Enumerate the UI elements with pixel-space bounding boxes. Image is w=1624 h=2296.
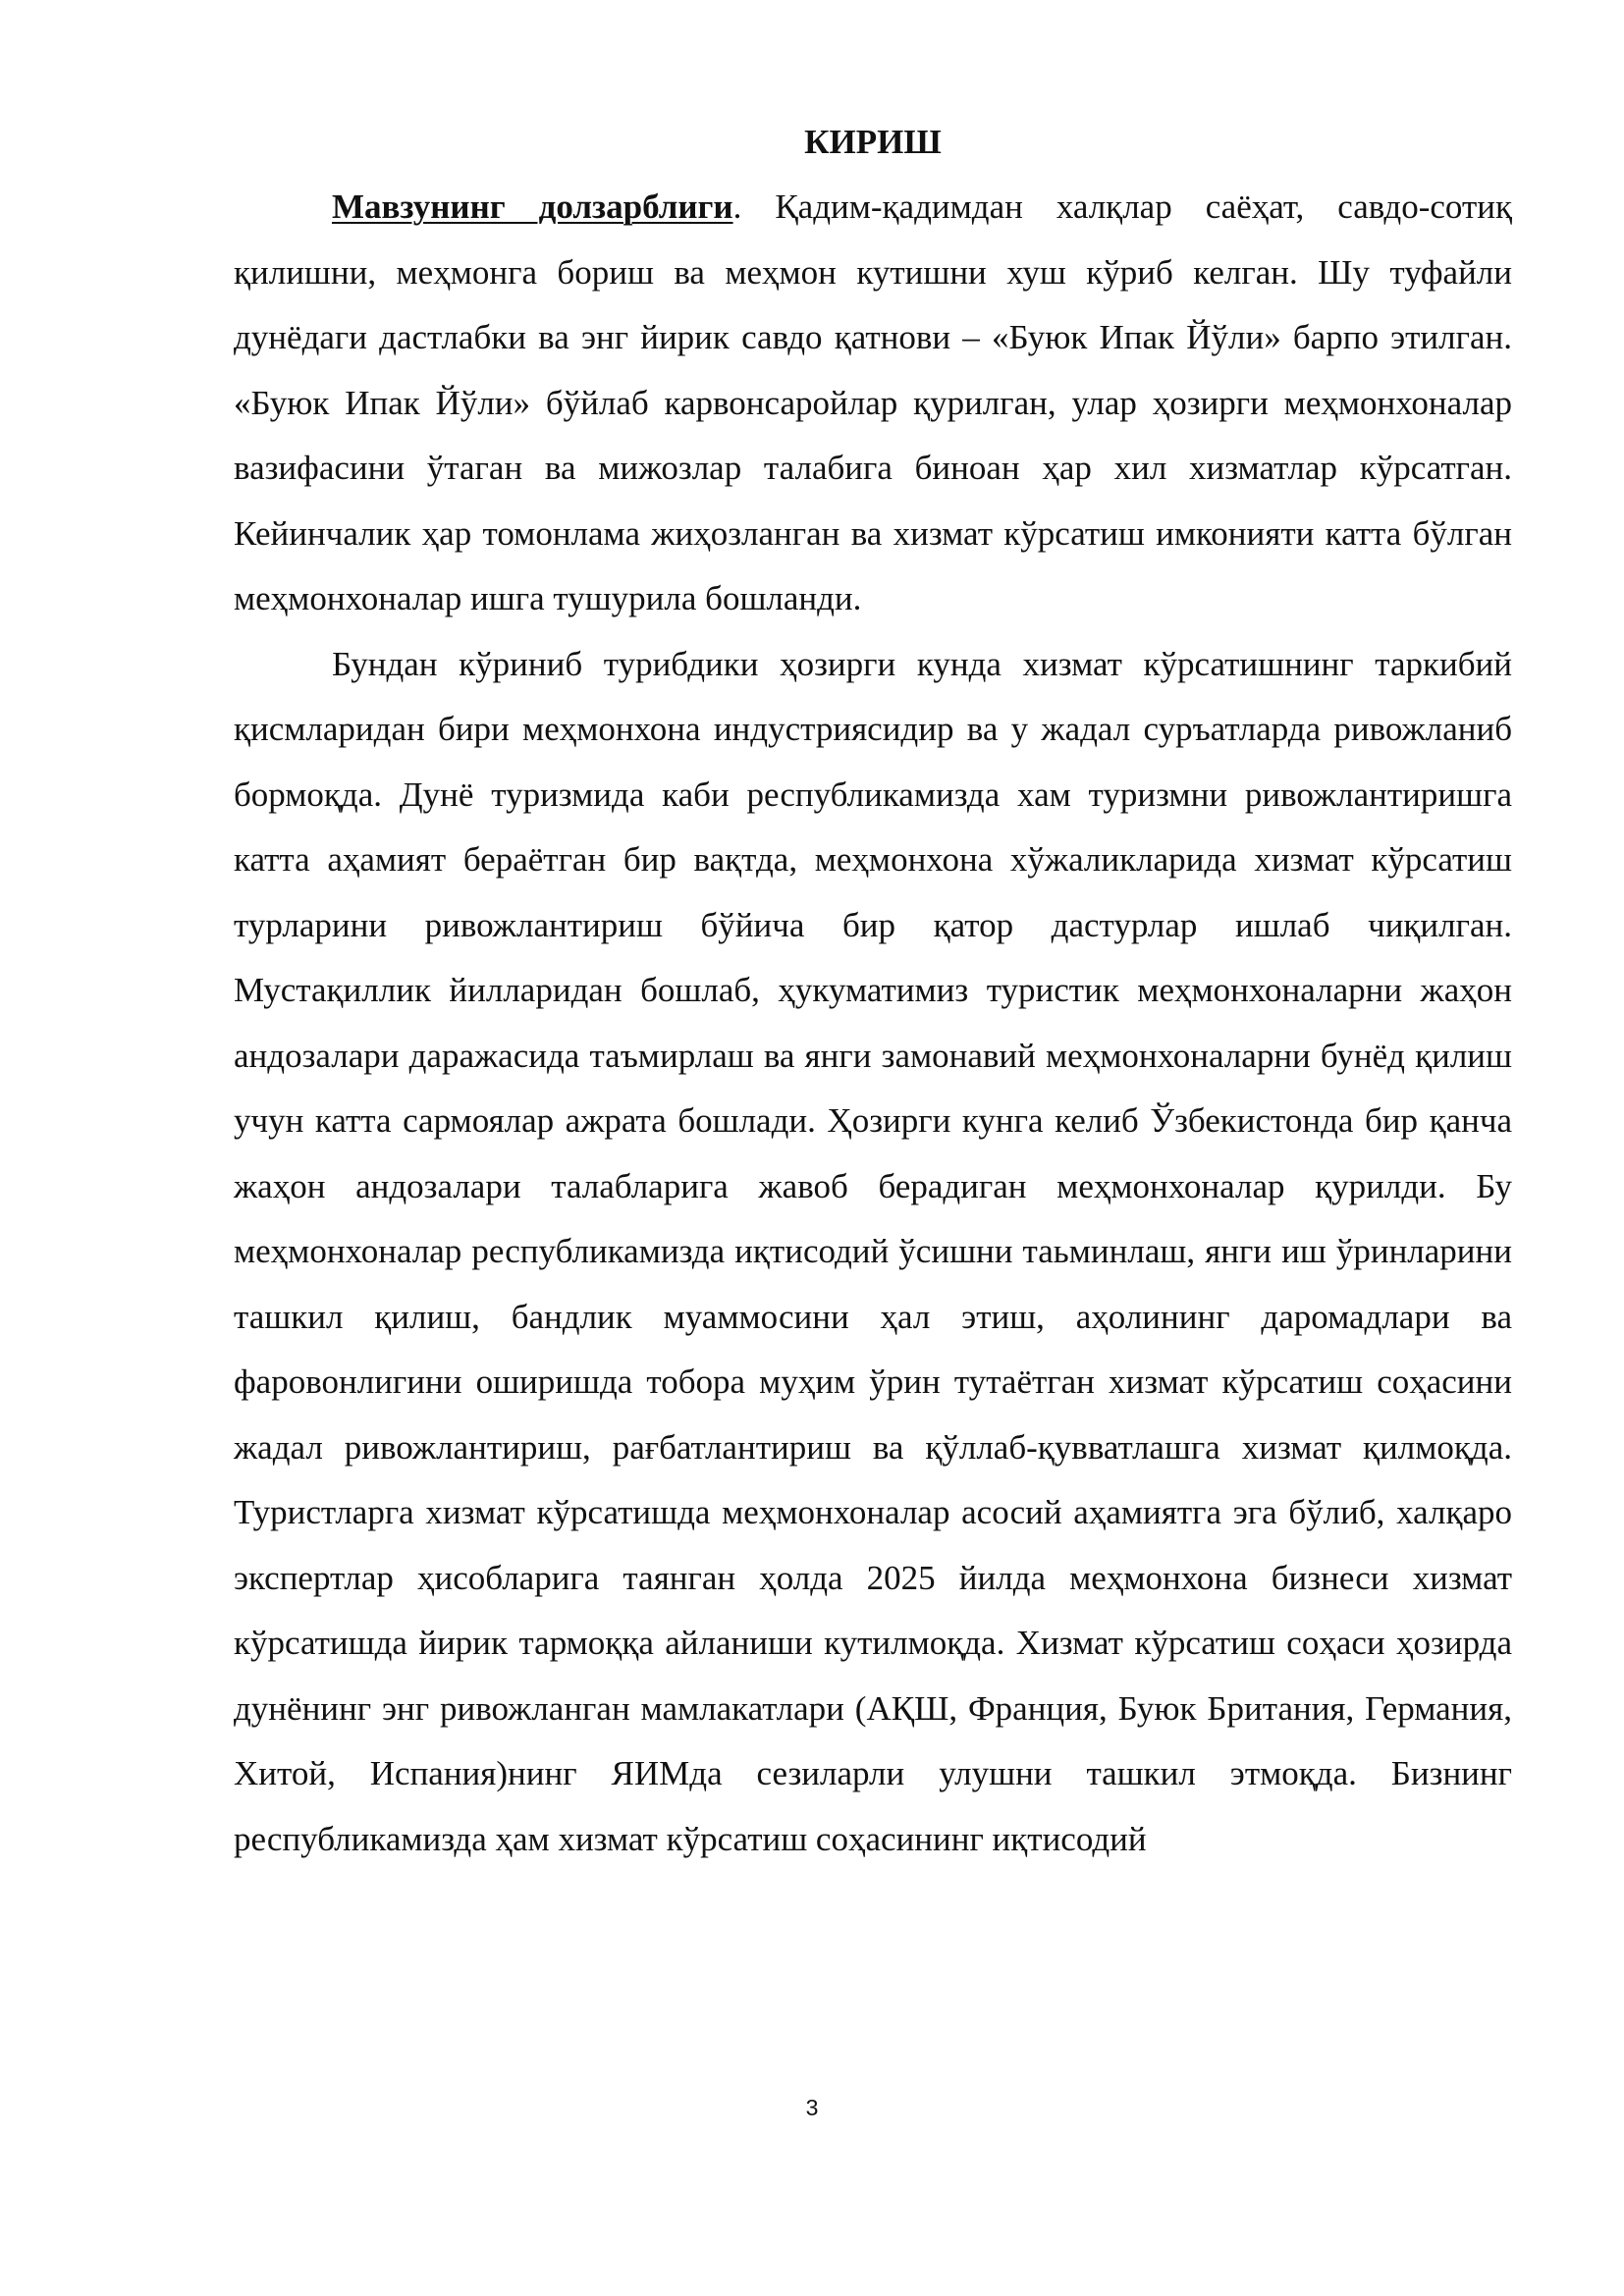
paragraph-lead-term: Мавзунинг долзарблиги: [332, 187, 733, 226]
paragraph-relevance: [234, 175, 1512, 632]
page-number: 3: [805, 2095, 819, 2120]
paragraph-hotel-industry: Бундан кўриниб турибдики ҳозирги кунда хизмат кўрсатишнинг таркибий қисмларидан бири меҳмонхона индустриясидир ва у жадал суръатларда ривожланиб бормоқда. Дунё туризмида каби республикамизда хам туризмни ривожлантиришга катта аҳамият бераётган бир вақтда, меҳмонхона хўжаликларида хизмат кўрсатиш турларини ривожлантириш бўйича бир қатор дастурлар ишлаб чиқилган. Мустақиллик йилларидан бошлаб, ҳукуматимиз туристик меҳмонхоналарни жаҳон андозалари даражасида таъмирлаш ва янги замонавий меҳмонхоналарни бунёд қилиш учун катта сармоялар ажрата бошлади. Ҳозирги кунга келиб Ўзбекистонда бир қанча жаҳон андозалари талабларига жавоб берадиган меҳмонхоналар қурилди. Бу меҳмонхоналар республикамизда иқтисодий ўсишни таьминлаш, янги иш ўринларини ташкил қилиш, бандлик муаммосини ҳал этиш, аҳолининг даромадлари ва фаровонлигини оширишда тобора муҳим ўрин тутаётган хизмат кўрсатиш соҳасини жадал ривожлантириш, рағбатлантириш ва қўллаб-қувватлашга хизмат қилмоқда. Туристларга хизмат кўрсатишда меҳмонхоналар асосий аҳамиятга эга бўлиб, халқаро экспертлар ҳисобларига таянган ҳолда 2025 йилда меҳмонхона бизнеси хизмат кўрсатишда йирик тармоққа айланиши кутилмоқда. Хизмат кўрсатиш соҳаси ҳозирда дунёнинг энг ривожланган мамлакатлари (АҚШ, Франция, Буюк Британия, Германия, Хитой, Испания)нинг ЯИМда сезиларли улушни ташкил этмоқда. Бизнинг республикамизда ҳам хизмат кўрсатиш соҳасининг иқтисодий: [234, 644, 1512, 1858]
paragraph-relevance-text: . Қадим-қадимдан халқлар саёҳат, савдо-сотиқ қилишни, меҳмонга бориш ва меҳмон кутишни хуш кўриб келган. Шу туфайли дунёдаги дастлабки ва энг йирик савдо қатнови – «Буюк Ипак Йўли» барпо этилган. «Буюк Ипак Йўли» бўйлаб карвонсаройлар қурилган, улар ҳозирги меҳмонхоналар вазифасини ўтаган ва мижозлар талабига биноан ҳар хил хизматлар кўрсатган. Кейинчалик ҳар томонлама жиҳозланган ва хизмат кўрсатиш имконияти катта бўлган меҳмонхоналар ишга тушурила бошланди.: [234, 187, 1512, 617]
section-heading: КИРИШ: [804, 123, 942, 161]
page-content: [234, 110, 1512, 1872]
